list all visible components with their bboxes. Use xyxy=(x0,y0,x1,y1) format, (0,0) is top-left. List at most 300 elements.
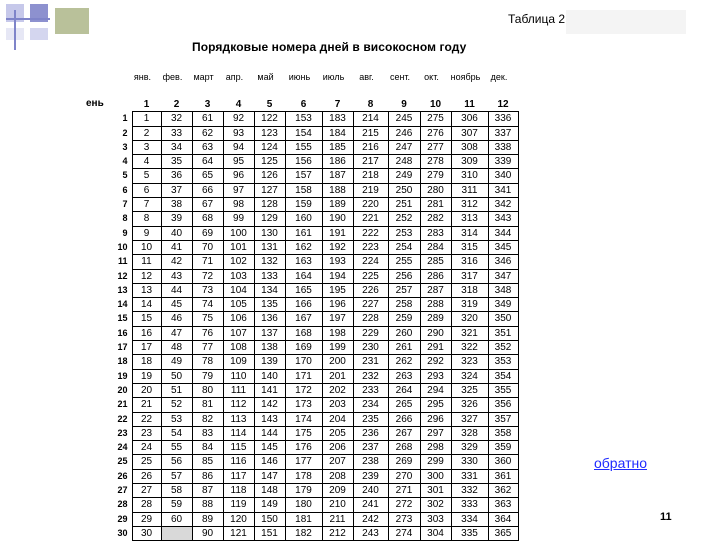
table-cell: 154 xyxy=(285,126,322,140)
table-cell: 92 xyxy=(223,112,254,126)
day-label: 11 xyxy=(117,256,128,267)
table-row xyxy=(104,255,518,269)
table-row xyxy=(104,140,518,154)
month-number: 10 xyxy=(429,99,442,110)
table-cell: 251 xyxy=(388,198,420,212)
table-cell: 238 xyxy=(353,455,388,469)
table-cell: 153 xyxy=(285,112,322,126)
table-cell: 37 xyxy=(161,183,192,197)
table-cell: 23 xyxy=(132,426,161,440)
table-cell: 72 xyxy=(192,269,223,283)
table-cell: 223 xyxy=(353,240,388,254)
table-cell: 347 xyxy=(488,269,518,283)
table-cell: 276 xyxy=(420,126,451,140)
table-cell: 306 xyxy=(451,112,488,126)
table-cell: 226 xyxy=(353,283,388,297)
table-cell: 225 xyxy=(353,269,388,283)
table-cell: 4 xyxy=(132,155,161,169)
table-row xyxy=(104,469,518,483)
table-cell: 142 xyxy=(254,398,285,412)
table-cell: 28 xyxy=(132,498,161,512)
table-row xyxy=(104,498,518,512)
table-cell: 255 xyxy=(388,255,420,269)
table-cell: 171 xyxy=(285,369,322,383)
table-cell: 245 xyxy=(388,112,420,126)
decor-line xyxy=(6,18,50,20)
table-cell: 160 xyxy=(285,212,322,226)
table-cell: 256 xyxy=(388,269,420,283)
table-cell: 352 xyxy=(488,341,518,355)
table-cell: 24 xyxy=(132,441,161,455)
table-cell: 134 xyxy=(254,283,285,297)
table-cell: 57 xyxy=(161,469,192,483)
table-cell: 265 xyxy=(388,398,420,412)
table-cell: 342 xyxy=(488,198,518,212)
table-cell: 198 xyxy=(322,326,353,340)
table-cell: 272 xyxy=(388,498,420,512)
table-cell: 266 xyxy=(388,412,420,426)
table-cell: 49 xyxy=(161,355,192,369)
table-cell: 110 xyxy=(223,369,254,383)
table-cell: 122 xyxy=(254,112,285,126)
table-cell: 240 xyxy=(353,484,388,498)
table-cell: 350 xyxy=(488,312,518,326)
table-cell: 103 xyxy=(223,269,254,283)
table-cell: 299 xyxy=(420,455,451,469)
table-cell: 133 xyxy=(254,269,285,283)
table-cell: 5 xyxy=(132,169,161,183)
table-cell: 42 xyxy=(161,255,192,269)
day-label: 27 xyxy=(117,485,128,496)
table-cell: 47 xyxy=(161,326,192,340)
table-cell: 9 xyxy=(132,226,161,240)
day-label: 21 xyxy=(117,399,128,410)
table-cell: 214 xyxy=(353,112,388,126)
table-cell: 275 xyxy=(420,112,451,126)
table-cell: 32 xyxy=(161,112,192,126)
table-cell: 334 xyxy=(451,512,488,526)
table-cell: 185 xyxy=(322,140,353,154)
table-cell: 317 xyxy=(451,269,488,283)
table-cell: 277 xyxy=(420,140,451,154)
table-cell: 250 xyxy=(388,183,420,197)
table-cell: 219 xyxy=(353,183,388,197)
day-label: 16 xyxy=(117,327,128,338)
table-cell: 100 xyxy=(223,226,254,240)
day-label: 22 xyxy=(117,413,128,424)
table-cell: 56 xyxy=(161,455,192,469)
table-cell: 208 xyxy=(322,469,353,483)
table-cell: 184 xyxy=(322,126,353,140)
table-cell: 168 xyxy=(285,326,322,340)
table-cell: 116 xyxy=(223,455,254,469)
table-cell: 286 xyxy=(420,269,451,283)
table-cell: 162 xyxy=(285,240,322,254)
table-cell: 296 xyxy=(420,412,451,426)
table-cell: 363 xyxy=(488,498,518,512)
table-cell: 175 xyxy=(285,426,322,440)
table-cell: 346 xyxy=(488,255,518,269)
table-cell: 281 xyxy=(420,198,451,212)
back-link[interactable]: обратно xyxy=(594,455,647,471)
table-cell: 252 xyxy=(388,212,420,226)
table-cell: 344 xyxy=(488,226,518,240)
table-row xyxy=(104,484,518,498)
day-label: 13 xyxy=(117,284,128,295)
table-cell: 271 xyxy=(388,484,420,498)
table-cell: 268 xyxy=(388,441,420,455)
table-row xyxy=(104,383,518,397)
table-cell: 15 xyxy=(132,312,161,326)
empty-cell xyxy=(161,526,192,540)
table-cell: 270 xyxy=(388,469,420,483)
table-cell: 182 xyxy=(285,526,322,540)
table-cell: 51 xyxy=(161,383,192,397)
table-cell: 45 xyxy=(161,298,192,312)
table-cell: 298 xyxy=(420,441,451,455)
table-cell: 73 xyxy=(192,283,223,297)
table-cell: 190 xyxy=(322,212,353,226)
table-cell: 239 xyxy=(353,469,388,483)
table-cell: 218 xyxy=(353,169,388,183)
table-cell: 93 xyxy=(223,126,254,140)
table-cell: 135 xyxy=(254,298,285,312)
table-cell: 71 xyxy=(192,255,223,269)
table-cell: 260 xyxy=(388,326,420,340)
table-cell: 319 xyxy=(451,298,488,312)
table-cell: 98 xyxy=(223,198,254,212)
table-cell: 360 xyxy=(488,455,518,469)
table-cell: 338 xyxy=(488,140,518,154)
table-row xyxy=(104,183,518,197)
table-cell: 112 xyxy=(223,398,254,412)
day-label: 3 xyxy=(122,141,128,152)
table-cell: 176 xyxy=(285,441,322,455)
table-cell: 145 xyxy=(254,441,285,455)
table-cell: 126 xyxy=(254,169,285,183)
table-cell: 205 xyxy=(322,426,353,440)
table-cell: 156 xyxy=(285,155,322,169)
table-cell: 241 xyxy=(353,498,388,512)
month-number-row xyxy=(104,98,518,112)
table-cell: 62 xyxy=(192,126,223,140)
table-cell: 147 xyxy=(254,469,285,483)
table-cell: 232 xyxy=(353,369,388,383)
month-number: 12 xyxy=(497,99,509,110)
table-row xyxy=(104,341,518,355)
table-cell: 12 xyxy=(132,269,161,283)
table-cell: 341 xyxy=(488,183,518,197)
table-cell: 300 xyxy=(420,469,451,483)
table-cell: 136 xyxy=(254,312,285,326)
table-cell: 172 xyxy=(285,383,322,397)
table-cell: 108 xyxy=(223,341,254,355)
table-caption: Таблица 2 xyxy=(508,12,566,26)
table-cell: 336 xyxy=(488,112,518,126)
table-cell: 29 xyxy=(132,512,161,526)
table-cell: 210 xyxy=(322,498,353,512)
table-cell: 131 xyxy=(254,240,285,254)
table-cell: 206 xyxy=(322,441,353,455)
table-cell: 324 xyxy=(451,369,488,383)
table-cell: 36 xyxy=(161,169,192,183)
table-cell: 20 xyxy=(132,383,161,397)
table-cell: 35 xyxy=(161,155,192,169)
table-row xyxy=(104,441,518,455)
table-row xyxy=(104,326,518,340)
table-cell: 150 xyxy=(254,512,285,526)
month-names-row xyxy=(0,72,720,86)
table-cell: 67 xyxy=(192,198,223,212)
table-row xyxy=(104,198,518,212)
table-cell: 199 xyxy=(322,341,353,355)
day-label: 15 xyxy=(117,313,128,324)
table-row xyxy=(104,455,518,469)
table-cell: 215 xyxy=(353,126,388,140)
day-label: 26 xyxy=(117,470,128,481)
table-cell: 339 xyxy=(488,155,518,169)
day-label: 18 xyxy=(117,356,128,367)
table-cell: 209 xyxy=(322,484,353,498)
table-cell: 55 xyxy=(161,441,192,455)
table-cell: 138 xyxy=(254,341,285,355)
month-name: авг. xyxy=(359,72,374,82)
table-cell: 123 xyxy=(254,126,285,140)
month-name: март xyxy=(193,72,214,82)
table-cell: 221 xyxy=(353,212,388,226)
table-cell: 246 xyxy=(388,126,420,140)
table-cell: 26 xyxy=(132,469,161,483)
table-cell: 189 xyxy=(322,198,353,212)
table-cell: 169 xyxy=(285,341,322,355)
table-cell: 196 xyxy=(322,298,353,312)
table-row xyxy=(104,212,518,226)
table-cell: 81 xyxy=(192,398,223,412)
table-cell: 204 xyxy=(322,412,353,426)
table-cell: 292 xyxy=(420,355,451,369)
table-row xyxy=(104,426,518,440)
table-cell: 287 xyxy=(420,283,451,297)
table-cell: 326 xyxy=(451,398,488,412)
table-cell: 261 xyxy=(388,341,420,355)
table-row xyxy=(104,126,518,140)
month-name: май xyxy=(257,72,274,82)
day-label: 4 xyxy=(122,156,128,167)
day-number-table xyxy=(104,98,519,541)
table-cell: 325 xyxy=(451,383,488,397)
table-cell: 257 xyxy=(388,283,420,297)
table-cell: 353 xyxy=(488,355,518,369)
day-label: 24 xyxy=(117,442,128,453)
table-cell: 66 xyxy=(192,183,223,197)
table-cell: 327 xyxy=(451,412,488,426)
table-cell: 30 xyxy=(132,526,161,540)
table-cell: 50 xyxy=(161,369,192,383)
table-cell: 259 xyxy=(388,312,420,326)
table-cell: 127 xyxy=(254,183,285,197)
table-cell: 52 xyxy=(161,398,192,412)
table-cell: 322 xyxy=(451,341,488,355)
day-label: 12 xyxy=(117,270,128,281)
table-cell: 6 xyxy=(132,183,161,197)
corner-decoration xyxy=(0,0,100,50)
table-cell: 297 xyxy=(420,426,451,440)
table-cell: 85 xyxy=(192,455,223,469)
table-cell: 217 xyxy=(353,155,388,169)
table-cell: 247 xyxy=(388,140,420,154)
table-cell: 315 xyxy=(451,240,488,254)
day-column-label: ень xyxy=(86,98,104,109)
table-cell: 104 xyxy=(223,283,254,297)
table-cell: 178 xyxy=(285,469,322,483)
table-cell: 132 xyxy=(254,255,285,269)
month-number: 8 xyxy=(367,99,374,110)
table-cell: 194 xyxy=(322,269,353,283)
table-cell: 118 xyxy=(223,484,254,498)
table-cell: 68 xyxy=(192,212,223,226)
table-cell: 33 xyxy=(161,126,192,140)
table-cell: 331 xyxy=(451,469,488,483)
corner-cell xyxy=(104,98,132,112)
table-cell: 351 xyxy=(488,326,518,340)
table-cell: 58 xyxy=(161,484,192,498)
table-cell: 107 xyxy=(223,326,254,340)
table-cell: 161 xyxy=(285,226,322,240)
month-name: янв. xyxy=(133,72,152,82)
table-cell: 59 xyxy=(161,498,192,512)
table-cell: 197 xyxy=(322,312,353,326)
table-cell: 148 xyxy=(254,484,285,498)
table-cell: 89 xyxy=(192,512,223,526)
day-label: 6 xyxy=(122,184,128,195)
table-cell: 202 xyxy=(322,383,353,397)
table-cell: 311 xyxy=(451,183,488,197)
month-number: 9 xyxy=(401,99,407,110)
table-row xyxy=(104,169,518,183)
table-cell: 158 xyxy=(285,183,322,197)
table-cell: 105 xyxy=(223,298,254,312)
table-cell: 128 xyxy=(254,198,285,212)
table-cell: 95 xyxy=(223,155,254,169)
table-row xyxy=(104,112,518,126)
table-cell: 303 xyxy=(420,512,451,526)
table-row xyxy=(104,412,518,426)
table-cell: 310 xyxy=(451,169,488,183)
table-cell: 151 xyxy=(254,526,285,540)
table-cell: 364 xyxy=(488,512,518,526)
table-cell: 165 xyxy=(285,283,322,297)
table-cell: 174 xyxy=(285,412,322,426)
table-cell: 87 xyxy=(192,484,223,498)
month-number: 1 xyxy=(143,99,150,110)
table-cell: 113 xyxy=(223,412,254,426)
table-row xyxy=(104,512,518,526)
table-cell: 8 xyxy=(132,212,161,226)
table-cell: 21 xyxy=(132,398,161,412)
table-cell: 22 xyxy=(132,412,161,426)
table-cell: 212 xyxy=(322,526,353,540)
table-cell: 80 xyxy=(192,383,223,397)
day-label: 9 xyxy=(122,227,128,238)
table-cell: 11 xyxy=(132,255,161,269)
table-cell: 115 xyxy=(223,441,254,455)
table-cell: 109 xyxy=(223,355,254,369)
table-cell: 74 xyxy=(192,298,223,312)
table-cell: 180 xyxy=(285,498,322,512)
table-cell: 164 xyxy=(285,269,322,283)
table-cell: 323 xyxy=(451,355,488,369)
table-cell: 211 xyxy=(322,512,353,526)
table-cell: 18 xyxy=(132,355,161,369)
table-cell: 141 xyxy=(254,383,285,397)
table-cell: 288 xyxy=(420,298,451,312)
table-cell: 117 xyxy=(223,469,254,483)
table-cell: 48 xyxy=(161,341,192,355)
table-cell: 354 xyxy=(488,369,518,383)
table-cell: 96 xyxy=(223,169,254,183)
table-cell: 282 xyxy=(420,212,451,226)
table-cell: 222 xyxy=(353,226,388,240)
table-cell: 137 xyxy=(254,326,285,340)
table-cell: 139 xyxy=(254,355,285,369)
month-name: ноябрь xyxy=(450,72,481,82)
decor-square xyxy=(55,8,89,34)
table-cell: 278 xyxy=(420,155,451,169)
day-label: 20 xyxy=(117,384,128,395)
table-cell: 230 xyxy=(353,341,388,355)
table-cell: 313 xyxy=(451,212,488,226)
table-cell: 359 xyxy=(488,441,518,455)
month-number: 6 xyxy=(300,99,307,110)
table-cell: 335 xyxy=(451,526,488,540)
table-cell: 358 xyxy=(488,426,518,440)
month-name: фев. xyxy=(162,72,183,82)
table-cell: 193 xyxy=(322,255,353,269)
month-number: 5 xyxy=(266,99,273,110)
month-number: 3 xyxy=(204,99,211,110)
table-cell: 349 xyxy=(488,298,518,312)
table-cell: 78 xyxy=(192,355,223,369)
table-cell: 19 xyxy=(132,369,161,383)
month-number: 2 xyxy=(173,99,180,110)
table-cell: 273 xyxy=(388,512,420,526)
table-cell: 333 xyxy=(451,498,488,512)
table-cell: 283 xyxy=(420,226,451,240)
table-cell: 248 xyxy=(388,155,420,169)
day-label: 17 xyxy=(117,342,128,353)
month-number: 4 xyxy=(235,99,242,110)
table-cell: 25 xyxy=(132,455,161,469)
table-cell: 63 xyxy=(192,140,223,154)
table-cell: 120 xyxy=(223,512,254,526)
table-cell: 280 xyxy=(420,183,451,197)
table-cell: 60 xyxy=(161,512,192,526)
table-cell: 269 xyxy=(388,455,420,469)
table-cell: 86 xyxy=(192,469,223,483)
table-row xyxy=(104,355,518,369)
table-cell: 233 xyxy=(353,383,388,397)
table-cell: 201 xyxy=(322,369,353,383)
table-cell: 75 xyxy=(192,312,223,326)
table-cell: 40 xyxy=(161,226,192,240)
table-cell: 130 xyxy=(254,226,285,240)
table-cell: 38 xyxy=(161,198,192,212)
page-number: 11 xyxy=(660,511,672,523)
table-cell: 119 xyxy=(223,498,254,512)
table-cell: 179 xyxy=(285,484,322,498)
table-cell: 318 xyxy=(451,283,488,297)
table-row xyxy=(104,226,518,240)
